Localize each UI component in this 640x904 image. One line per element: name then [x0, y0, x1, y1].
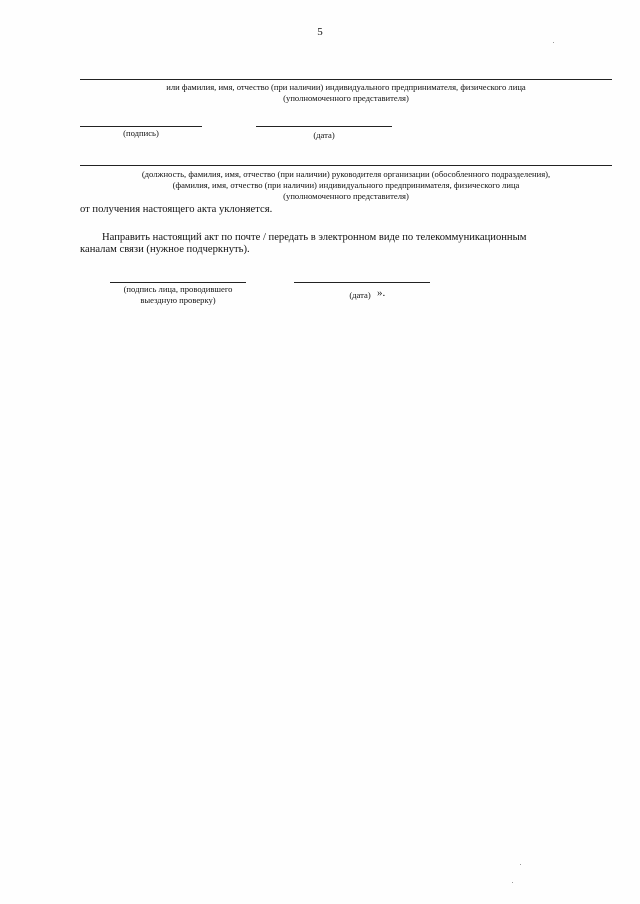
signature-underline [80, 126, 202, 127]
closing-quote-mark: ». [377, 287, 386, 299]
position-underline [80, 165, 612, 166]
date-underline [256, 126, 392, 127]
inspector-signature-label-line1: (подпись лица, проводившего [123, 284, 233, 294]
inspector-signature-label-line2: выездную проверку) [140, 295, 216, 305]
position-caption-line3: (уполномоченного представителя) [283, 191, 409, 201]
position-caption-line2: (фамилия, имя, отчество (при наличии) индивидуального предпринимателя, физического лица [172, 180, 520, 190]
name-caption-line1: или фамилия, имя, отчество (при наличии) индивидуального предпринимателя, физического лица [166, 82, 526, 92]
name-underline [80, 79, 612, 80]
scan-speck [512, 882, 513, 883]
inspector-date-underline [294, 282, 430, 283]
scan-speck [520, 864, 521, 865]
inspector-signature-underline [110, 282, 246, 283]
signature-label: (подпись) [123, 128, 159, 138]
instruction-line2: каналам связи (нужное подчеркнуть). [80, 244, 250, 255]
page-number: 5 [317, 26, 323, 38]
instruction-line1: Направить настоящий акт по почте / передать в электронном виде по телекоммуникационным [102, 232, 527, 243]
refusal-text: от получения настоящего акта уклоняется. [80, 204, 273, 215]
date-label: (дата) [313, 130, 335, 140]
position-caption-line1: (должность, фамилия, имя, отчество (при наличии) руководителя организации (обособленного подразделения), [141, 169, 551, 179]
name-caption-line2: (уполномоченного представителя) [283, 93, 409, 103]
inspector-date-label: (дата) [349, 290, 371, 300]
scan-speck [553, 42, 554, 43]
